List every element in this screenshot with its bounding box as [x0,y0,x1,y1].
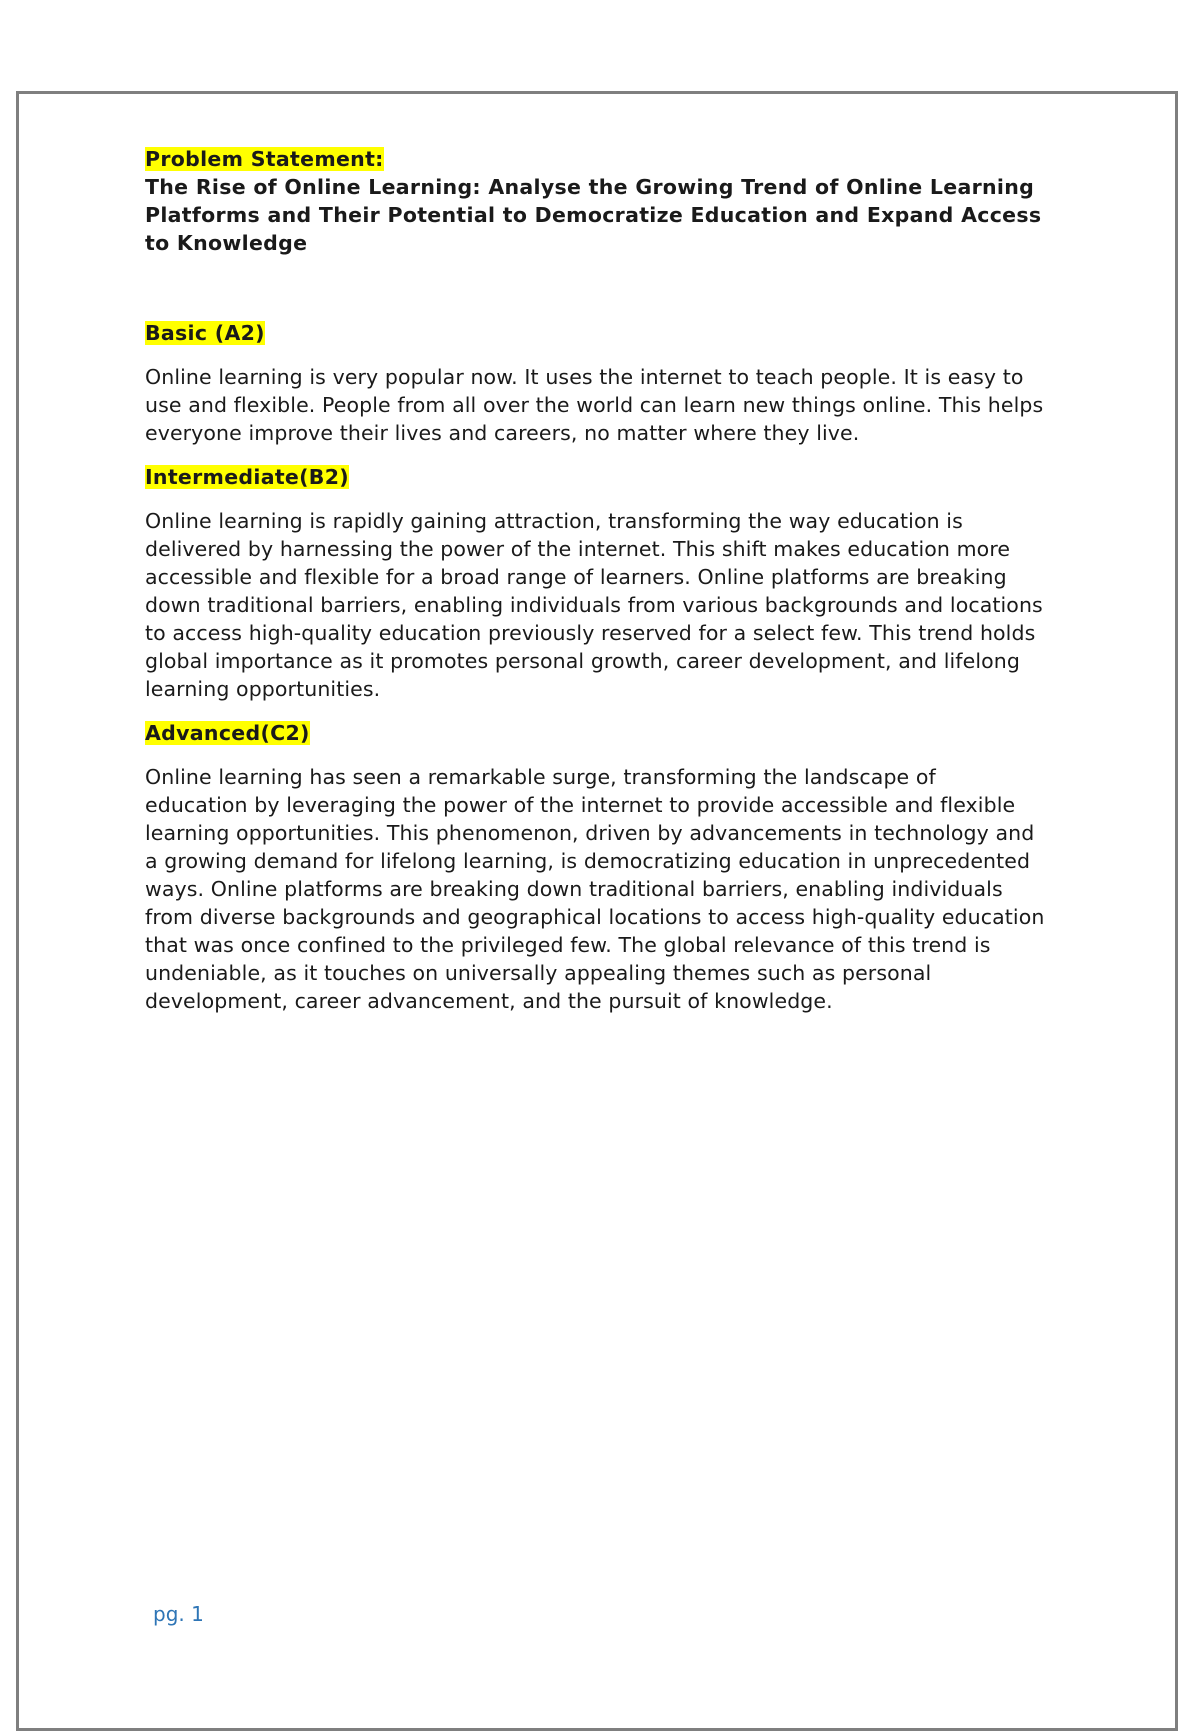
section-body-intermediate: Online learning is rapidly gaining attraction, transforming the way education is delivered by harnessing the power of the internet. This shift makes education more accessible and flexible for a broad range of learners. Online platforms are breaking down traditional barriers, enabling individuals from various backgrounds and locations to access high-quality education previously reserved for a select few. This trend holds global importance as it promotes personal growth, career development, and lifelong learning opportunities. [145,509,1043,701]
section-body-basic: Online learning is very popular now. It uses the internet to teach people. It is easy to use and flexible. People from all over the world can learn new things online. This helps everyone improve their lives and careers, no matter where they live. [145,365,1044,445]
section-heading-basic-text: Basic (A2) [145,321,265,345]
section-heading-intermediate-text: Intermediate(B2) [145,465,349,489]
section-heading-advanced [145,719,1045,747]
problem-statement-label [145,145,1045,173]
page-number: pg. 1 [153,1602,204,1626]
section-body-advanced: Online learning has seen a remarkable surge, transforming the landscape of education by leveraging the power of the internet to provide accessible and flexible learning opportunities. This phenomenon, driven by advancements in technology and a growing demand for lifelong learning, is democratizing education in unprecedented ways. Online platforms are breaking down traditional barriers, enabling individuals from diverse backgrounds and geographical locations to access high-quality education that was once confined to the privileged few. The global relevance of this trend is undeniable, as it touches on universally appealing themes such as personal development, career advancement, and the pursuit of knowledge. [145,765,1045,1013]
section-heading-advanced-text: Advanced(C2) [145,721,310,745]
section-heading-intermediate [145,463,1045,491]
problem-statement-label-text: Problem Statement: [145,147,384,171]
document-body [145,145,1045,1015]
section-heading-basic [145,319,1045,347]
document-title: The Rise of Online Learning: Analyse the Growing Trend of Online Learning Platforms and Their Potential to Democratize Education and Expand Access to Knowledge [145,175,1042,255]
